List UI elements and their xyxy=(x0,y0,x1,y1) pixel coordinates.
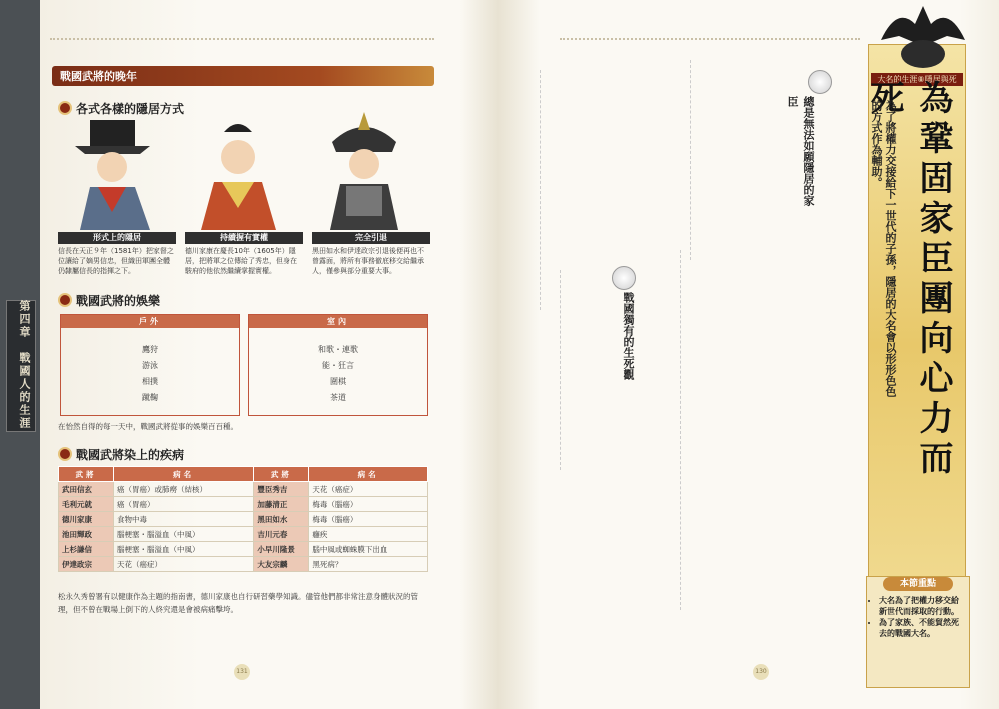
subsection-heading: 戰國獨有的生死觀 xyxy=(622,292,635,380)
disease-cell: 癌（胃癌） xyxy=(114,497,254,512)
page-number: 131 xyxy=(234,664,250,680)
disease-cell: 腦梗塞・腦溢血（中風） xyxy=(114,542,254,557)
key-point: • 大名為了把權力移交給新世代而採取的行動。 xyxy=(879,595,965,617)
warlord-name-cell: 黑田如水 xyxy=(254,512,309,527)
portrait-caption: 完全引退 xyxy=(312,232,430,244)
activity-item: 鷹狩 xyxy=(142,345,158,354)
chapter-label: 第四章 戰國人的生涯 xyxy=(18,300,31,430)
disease-cell: 癰疾 xyxy=(309,527,428,542)
key-points-title: 本節重點 xyxy=(883,577,953,591)
warlord-name-cell: 武田信玄 xyxy=(59,482,114,497)
page-title: 戰國武將的晚年 xyxy=(60,70,137,83)
activity-item: 和歌・連歌 xyxy=(318,345,358,354)
portrait-description: 黑田如水和伊達政宗引退後便再也不曾露面，將所有事務徹底移交給繼承人，僅參與部分重要大事。 xyxy=(312,247,424,275)
portrait-caption: 形式上的隱居 xyxy=(58,232,176,244)
table-row xyxy=(59,482,428,497)
table-row xyxy=(59,512,428,527)
warlord-name-cell: 豐臣秀吉 xyxy=(254,482,309,497)
warlord-name-cell: 大友宗麟 xyxy=(254,557,309,572)
warlord-name-cell: 上杉謙信 xyxy=(59,542,114,557)
top-dotted-rule xyxy=(50,38,434,46)
section-heading: 戰國武將的娛樂 xyxy=(58,292,160,309)
activity-item: 蹴鞠 xyxy=(142,393,158,402)
warlord-name-cell: 德川家康 xyxy=(59,512,114,527)
disease-cell: 天花（癌症） xyxy=(114,557,254,572)
warlord-name-cell: 伊達政宗 xyxy=(59,557,114,572)
portrait-description: 信長在天正９年（1581年）把家督之位讓給了嫡男信忠，但織田軍團全體仍隸屬信長的指揮之下。 xyxy=(58,247,174,275)
disease-cell: 食物中毒 xyxy=(114,512,254,527)
column-header: 病名 xyxy=(309,467,428,482)
outdoor-activities-box xyxy=(60,314,240,416)
key-points-box xyxy=(866,576,970,688)
warlord-name-cell: 加藤清正 xyxy=(254,497,309,512)
disease-cell: 腦梗塞・腦溢血（中風） xyxy=(114,527,254,542)
table-row xyxy=(59,527,428,542)
warlord-name-cell: 毛利元就 xyxy=(59,497,114,512)
bullet-icon xyxy=(58,447,72,461)
body-text-block xyxy=(560,270,611,470)
kabuto-helmet-icon xyxy=(877,0,969,70)
activity-item: 游泳 xyxy=(142,361,158,370)
table-row xyxy=(59,542,428,557)
activity-item: 茶道 xyxy=(330,393,346,402)
table-row xyxy=(59,557,428,572)
section-heading: 各式各樣的隱居方式 xyxy=(58,100,184,117)
section-heading: 戰國武將染上的疾病 xyxy=(58,446,184,463)
disease-cell: 黑死病？ xyxy=(309,557,428,572)
samurai-portrait-illustration xyxy=(60,112,165,230)
column-header: 病名 xyxy=(114,467,254,482)
column-header: 武將 xyxy=(254,467,309,482)
series-tag: 大名的生涯⑧隱居與死 xyxy=(871,73,963,86)
disease-table xyxy=(58,466,428,572)
disease-cell: 梅毒（腦癌） xyxy=(309,512,428,527)
disease-cell: 天花（癌症） xyxy=(309,482,428,497)
samurai-portrait-illustration xyxy=(312,112,417,230)
page-number: 130 xyxy=(753,664,769,680)
warlord-name-cell: 小早川隆景 xyxy=(254,542,309,557)
subsection-heading: 總是無法如願隱居的家臣 xyxy=(786,96,815,206)
warlord-name-cell: 池田輝政 xyxy=(59,527,114,542)
body-text-block xyxy=(680,250,861,610)
disease-cell: 梅毒（腦癌） xyxy=(309,497,428,512)
column-header: 武將 xyxy=(59,467,114,482)
indoor-activities-box xyxy=(248,314,428,416)
activity-item: 相撲 xyxy=(142,377,158,386)
activity-item: 能・狂言 xyxy=(322,361,354,370)
top-dotted-rule xyxy=(560,38,860,46)
portrait-caption: 持續握有實權 xyxy=(185,232,303,244)
body-text-block xyxy=(690,60,851,260)
disease-cell: 癌（胃癌）或肺癆（結核） xyxy=(114,482,254,497)
warlord-name-cell: 吉川元春 xyxy=(254,527,309,542)
chapter-title: 為鞏固家臣團向心力而死 xyxy=(864,80,953,480)
outdoor-header: 戶外 xyxy=(61,315,239,328)
footer-paragraph: 松永久秀曾署有以健康作為主題的指南書，德川家康也自行研習藥學知識。儘管他們都非常注意身體狀況的管理，但不曾在戰場上倒下的人終究還是會被病痛擊垮。 xyxy=(58,592,418,614)
page-title-bar xyxy=(52,66,434,86)
disease-table-body xyxy=(59,482,428,572)
amusement-note: 在怡然自得的每一天中，戰國武將從事的娛樂百百種。 xyxy=(58,422,238,431)
chapter-subtitle: 為了將權力交接給下一世代的子孫，隱居的大名會以形形色色的方式作為輔助。 xyxy=(870,100,897,397)
portrait-description: 德川家康在慶長10年（1605年）隱居，把將軍之位傳給了秀忠，但身在駿府的他依然繼續掌握實權。 xyxy=(185,247,297,275)
bullet-icon xyxy=(58,293,72,307)
activity-item: 圍棋 xyxy=(330,377,346,386)
indoor-header: 室內 xyxy=(249,315,427,328)
disease-cell: 腦中風或蜘蛛膜下出血 xyxy=(309,542,428,557)
samurai-portrait-illustration xyxy=(186,112,291,230)
table-row xyxy=(59,497,428,512)
key-points-list xyxy=(879,595,965,639)
key-point: • 為了家族、不能貿然死去的戰國大名。 xyxy=(879,617,965,639)
